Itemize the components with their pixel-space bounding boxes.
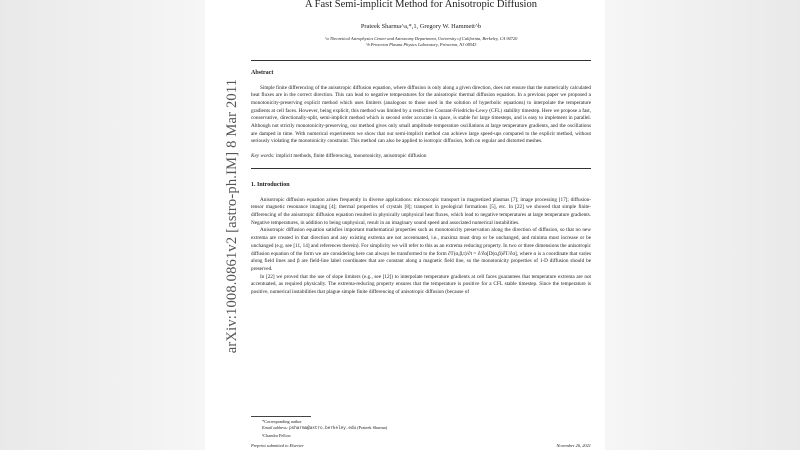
viewer-background-right [605, 0, 800, 450]
paper-page [205, 0, 605, 450]
footnotes [251, 416, 591, 439]
page-content [251, 0, 591, 297]
abstract-heading: Abstract [251, 69, 274, 76]
footnote-email [251, 425, 591, 432]
affiliation-a: ^a Theoretical Astrophysics Center and Astronomy Department, University of California, Berkeley, CA 94720 [324, 36, 518, 41]
viewer-background-left [0, 0, 205, 450]
footer-preprint: Preprint submitted to Elsevier [251, 443, 304, 448]
abstract-text: Simple finite differencing of the anisotropic diffusion equation, where diffusion is only along a given direction, does not ensure that the numerically calculated heat fluxes are in the correct direction. This can lead to negative temperatures for the anisotropic thermal diffusion equation. In a previous paper we proposed a monotonicity-preserving explicit method which uses limiters (analogous to those used in the solution of hyperbolic equations) to interpolate the temperature gradients at cell faces. However, being explicit, this method was limited by a restrictive Courant-Friedrichs-Lewy (CFL) stability timestep. Here we propose a fast, conservative, directionally-split, semi-implicit method which is second order accurate in space, is stable for large timesteps, and is easy to implement in parallel. Although not strictly monotonicity-preserving, our method gives only small amplitude temperature oscillations at large temperature gradients, and the oscillations are damped in time. With numerical experiments we show that our semi-implicit method can achieve large speed-ups compared to the explicit method, without seriously violating the monotonicity constraint. This method can also be applied to isotropic diffusion, both on regular and distorted meshes. [251, 84, 591, 145]
intro-paragraph: Anisotropic diffusion equation satisfies important mathematical properties such as monotonicity preservation along the direction of diffusion, so that no new extrema are created in that direction and any existing extrema are not accentuated, i.e., maxima must drop or be unchanged, and minima must increase or be unchanged (e.g. see [11, 14] and references therein). For simplicity we will refer to this as an extrema reducing property. In two or three dimensions the anisotropic diffusion equation of the form we are considering here can always be transformed to the form ∂T(α,β,t)/∂t = ∂/∂α[D(α,β)∂T/∂α], where α is a coordinate that varies along field lines and β are field-line label coordinates that are constant along a magnetic field line, so the monotonicity properties of 1-D diffusion should be preserved. [251, 227, 591, 272]
affiliations [251, 36, 591, 49]
footnote-fellow: ¹Chandra Fellow [262, 432, 291, 438]
abstract-top-rule [251, 60, 591, 61]
keywords-label: Key words: [251, 153, 275, 160]
section-heading-introduction: 1. Introduction [251, 181, 290, 188]
paper-authors: Prateek Sharma^a,*,1, Gregory W. Hammett^b [360, 22, 482, 30]
footer-date: November 26, 2021 [556, 443, 591, 448]
email-label: Email address: [262, 425, 288, 431]
arxiv-identifier: arXiv:1008.0861v2 [astro-ph.IM] 8 Mar 2011 [224, 78, 240, 354]
paper-title: A Fast Semi-implicit Method for Anisotropic Diffusion [305, 0, 537, 10]
intro-paragraph: In [22] we proved that the use of slope limiters (e.g., see [12]) to interpolate temperature gradients at cell faces guarantees that temperature extrema are not accentuated, as required physically. The extrema-reducing property ensures that the temperature is positive for a CFL stable timestep. Since the temperature is positive, numerical instabilities that plague simple finite differencing of anisotropic diffusion (because of [251, 273, 591, 295]
footnote-rule [251, 416, 311, 417]
intro-paragraph: Anisotropic diffusion equation arises frequently in diverse applications: microscopic transport in magnetized plasmas [7]; image processing [17]; diffusion-tensor magnetic resonance imaging [4]; thermal properties of crystals [8]; transport in geological formations [5], etc. In [22] we showed that simple finite-differencing of the anisotropic diffusion equation resulted in physically unphysical heat fluxes, which lead to negative temperatures at large temperature gradients. Negative temperatures, in addition to being unphysical, result in an imaginary sound speed and associated numerical instabilities. [251, 196, 591, 226]
page-footer [251, 443, 591, 450]
affiliation-b: ^b Princeton Plasma Physics Laboratory, Princeton, NJ 08543 [365, 42, 477, 48]
email-address[interactable]: psharma@astro.berkeley.edu [289, 426, 357, 432]
footnote-corresponding: *Corresponding author [262, 419, 302, 424]
keywords-text: implicit methods, finite differencing, monotonicity, anisotropic diffusion [275, 153, 427, 160]
keywords [251, 153, 591, 161]
abstract-bottom-rule [251, 168, 591, 169]
email-owner: (Prateek Sharma) [357, 425, 388, 431]
